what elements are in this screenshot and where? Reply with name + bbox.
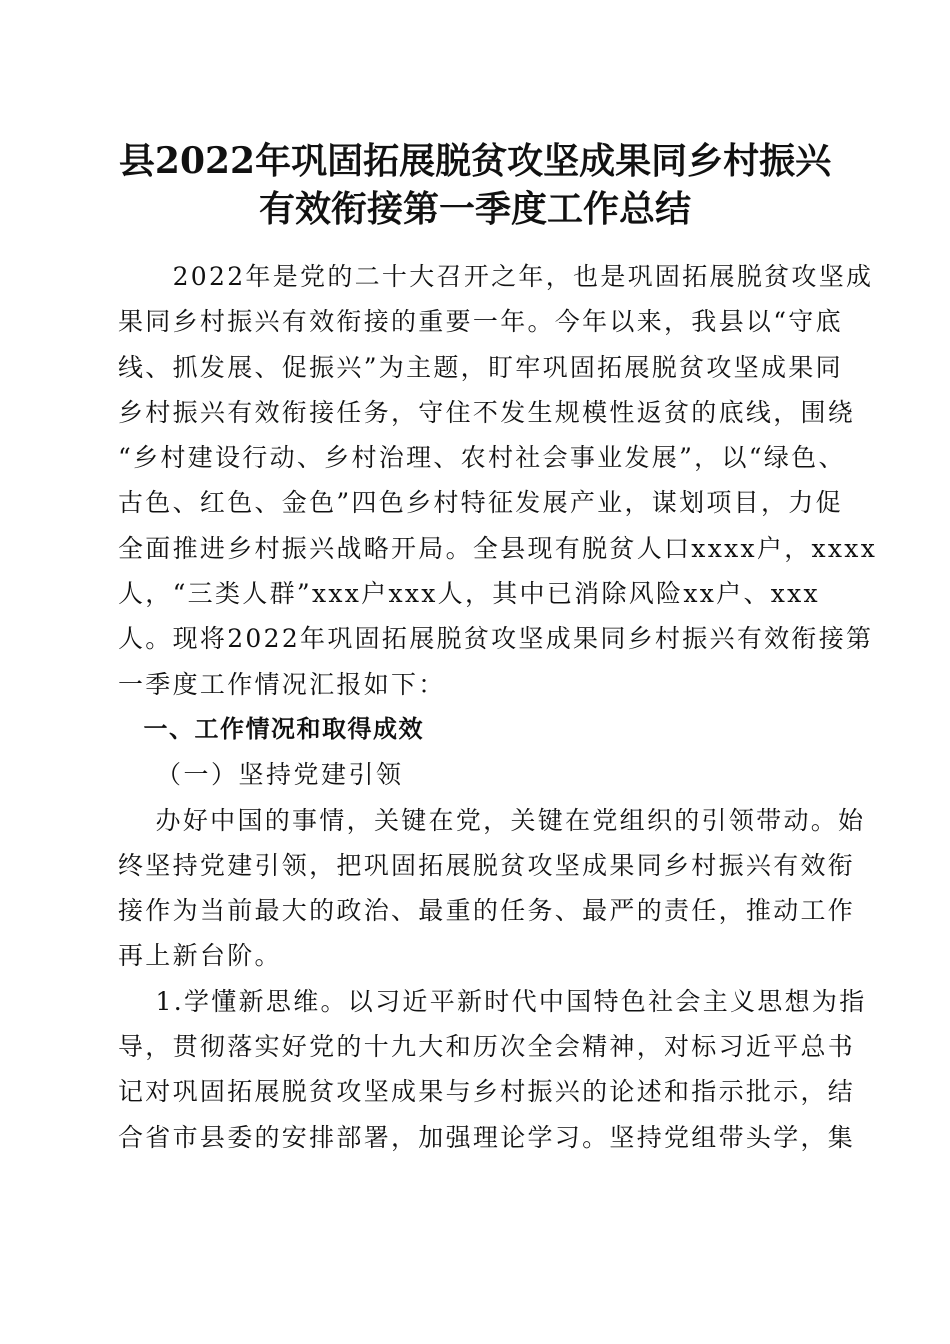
document-title-line-2: 有效衔接第一季度工作总结 xyxy=(258,188,691,230)
text-line: 导，贯彻落实好党的十九大和历次全会精神，对标习近平总书 xyxy=(118,1032,856,1062)
document-title-line-1: 县2022年巩固拓展脱贫攻坚成果同乡村振兴 xyxy=(118,140,832,182)
text-line: 乡村振兴有效衔接任务，守住不发生规模性返贫的底线，围绕 xyxy=(118,397,856,427)
text-line: 接作为当前最大的政治、最重的任务、最严的责任，推动工作 xyxy=(118,896,856,926)
paragraph-new-thinking xyxy=(118,979,867,1160)
text-line: 人。现将2022年巩固拓展脱贫攻坚成果同乡村振兴有效衔接第 xyxy=(118,624,874,654)
subsection-heading-1: （一）坚持党建引领 xyxy=(118,760,404,790)
text-line: 线、抓发展、促振兴”为主题，盯牢巩固拓展脱贫攻坚成果同 xyxy=(118,352,843,382)
text-line: 终坚持党建引领，把巩固拓展脱贫攻坚成果同乡村振兴有效衔 xyxy=(118,850,856,880)
text-line: 人，“三类人群”xxx户xxx人，其中已消除风险xx户、xxx xyxy=(118,579,820,609)
section-heading-1: 一、工作情况和取得成效 xyxy=(118,714,424,743)
text-line: 全面推进乡村振兴战略开局。全县现有脱贫人口xxxx户，xxxx xyxy=(118,533,878,563)
text-line: “乡村建设行动、乡村治理、农村社会事业发展”，以“绿色、 xyxy=(118,443,846,473)
text-line: 合省市县委的安排部署，加强理论学习。坚持党组带头学，集 xyxy=(118,1122,856,1152)
text-line: 古色、红色、金色”四色乡村特征发展产业，谋划项目，力促 xyxy=(118,488,843,518)
text-line: 果同乡村振兴有效衔接的重要一年。今年以来，我县以“守底 xyxy=(118,307,843,337)
paragraph-party-leadership xyxy=(118,798,866,979)
text-line: 2022年是党的二十大召开之年，也是巩固拓展脱贫攻坚成 xyxy=(118,262,874,291)
document-body xyxy=(118,254,878,1160)
text-line: 办好中国的事情，关键在党，关键在党组织的引领带动。始 xyxy=(118,805,866,835)
text-line: 再上新台阶。 xyxy=(118,941,282,971)
text-line: 记对巩固拓展脱贫攻坚成果与乡村振兴的论述和指示批示，结 xyxy=(118,1077,856,1107)
paragraph-intro xyxy=(118,254,878,707)
text-line: 1.学懂新思维。以习近平新时代中国特色社会主义思想为指 xyxy=(118,986,867,1016)
text-line: 一季度工作情况汇报如下： xyxy=(118,669,446,699)
